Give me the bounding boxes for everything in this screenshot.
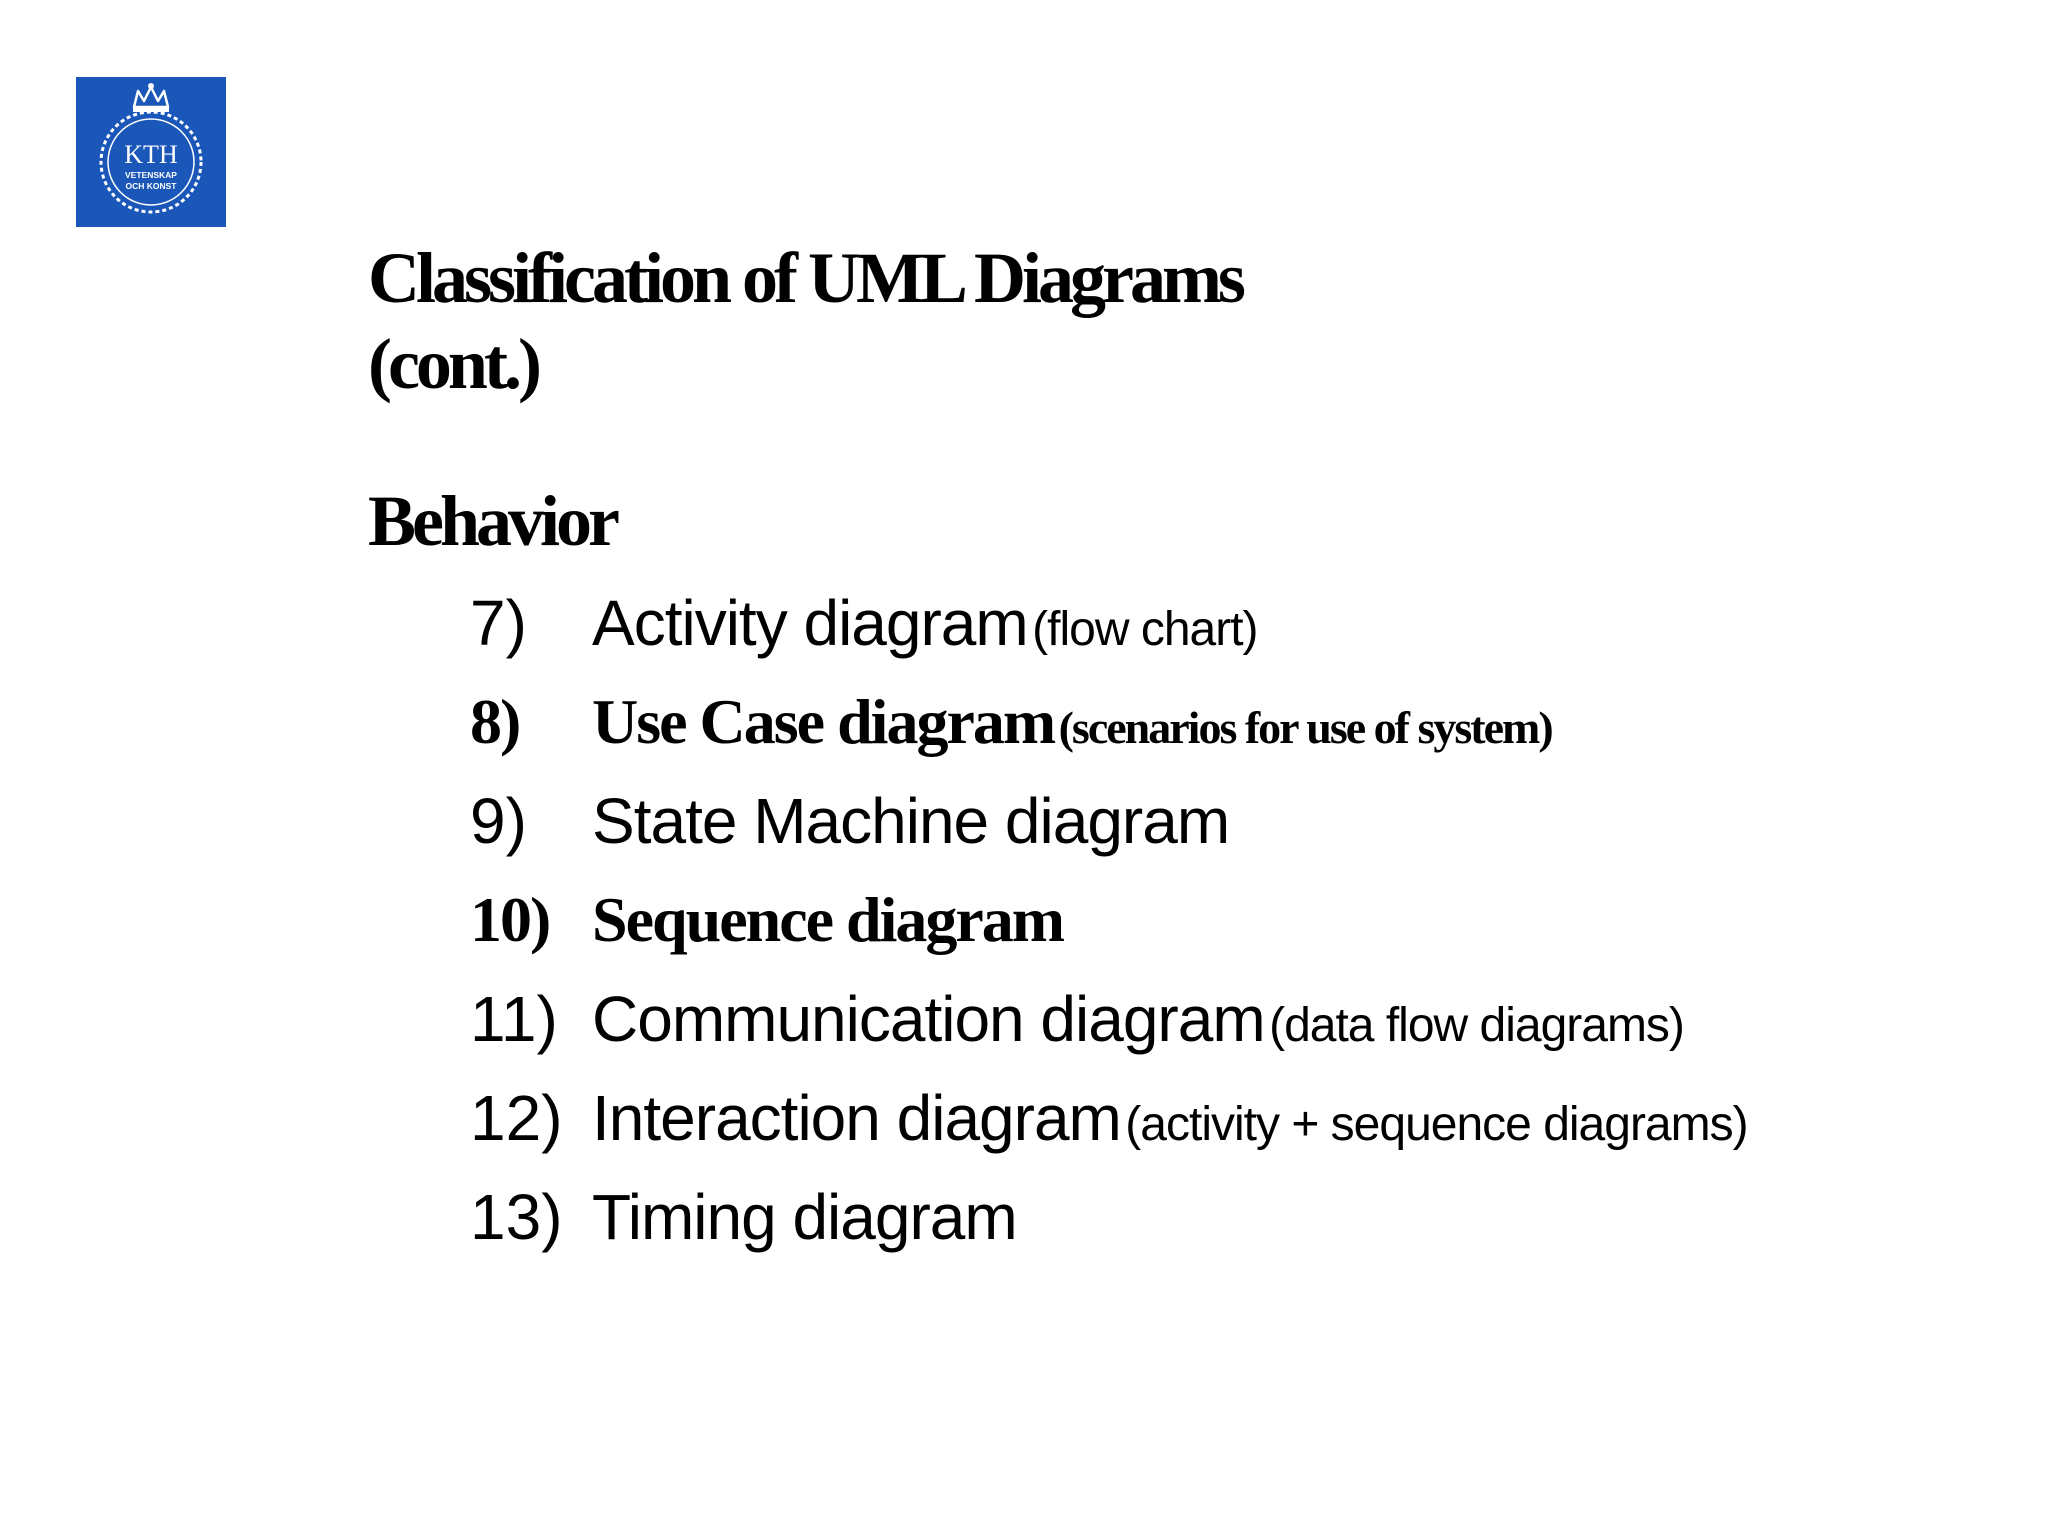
list-item-number: 8): [470, 686, 520, 757]
list-item-text: Use Case diagram: [592, 686, 1055, 757]
list-item-note: (data flow diagrams): [1269, 999, 1684, 1052]
list-item-number: 12): [470, 1082, 563, 1154]
list-item-note: (activity + sequence diagrams): [1125, 1098, 1748, 1151]
list-item-body: [592, 781, 1229, 879]
diagram-list: [470, 583, 2030, 1276]
list-item-text: Sequence diagram: [592, 884, 1064, 955]
kth-logo-emblem: [76, 77, 226, 227]
list-item-number: 9): [470, 785, 527, 857]
list-item: [470, 880, 2030, 979]
list-item-text: Activity diagram: [592, 587, 1028, 659]
list-item: [470, 682, 2030, 781]
list-item-text: Interaction diagram: [592, 1082, 1121, 1154]
logo-text: KTH: [124, 140, 178, 169]
slide-title-line-1: Classification of UML Diagrams: [368, 238, 1242, 318]
list-item-number: 7): [470, 587, 527, 659]
list-item-number: 10): [470, 884, 550, 955]
list-item-body: [592, 1078, 1748, 1176]
list-item-number: 11): [470, 983, 558, 1055]
list-item: [470, 1078, 2030, 1177]
list-item-note: (scenarios for use of system): [1058, 702, 1552, 753]
section-heading: Behavior: [368, 481, 616, 561]
list-item-body: [592, 583, 1258, 681]
kth-logo: [76, 77, 226, 227]
list-item: [470, 979, 2030, 1078]
logo-subtext-2: OCH KONST: [125, 181, 177, 191]
list-item: [470, 1177, 2030, 1276]
list-item-number: 13): [470, 1181, 563, 1253]
list-item-text: Communication diagram: [592, 983, 1265, 1055]
slide-title: [368, 235, 1868, 407]
list-item-text: State Machine diagram: [592, 785, 1230, 857]
list-item-body: [592, 979, 1684, 1077]
list-item-note: (flow chart): [1032, 603, 1258, 656]
list-item: [470, 583, 2030, 682]
list-item-text: Timing diagram: [592, 1181, 1017, 1253]
list-item-body: [592, 1177, 1017, 1275]
slide-title-line-2: (cont.): [368, 324, 538, 404]
logo-subtext-1: VETENSKAP: [125, 170, 177, 180]
list-item: [470, 781, 2030, 880]
list-item-body: [592, 682, 1552, 779]
list-item-body: [592, 880, 1063, 977]
